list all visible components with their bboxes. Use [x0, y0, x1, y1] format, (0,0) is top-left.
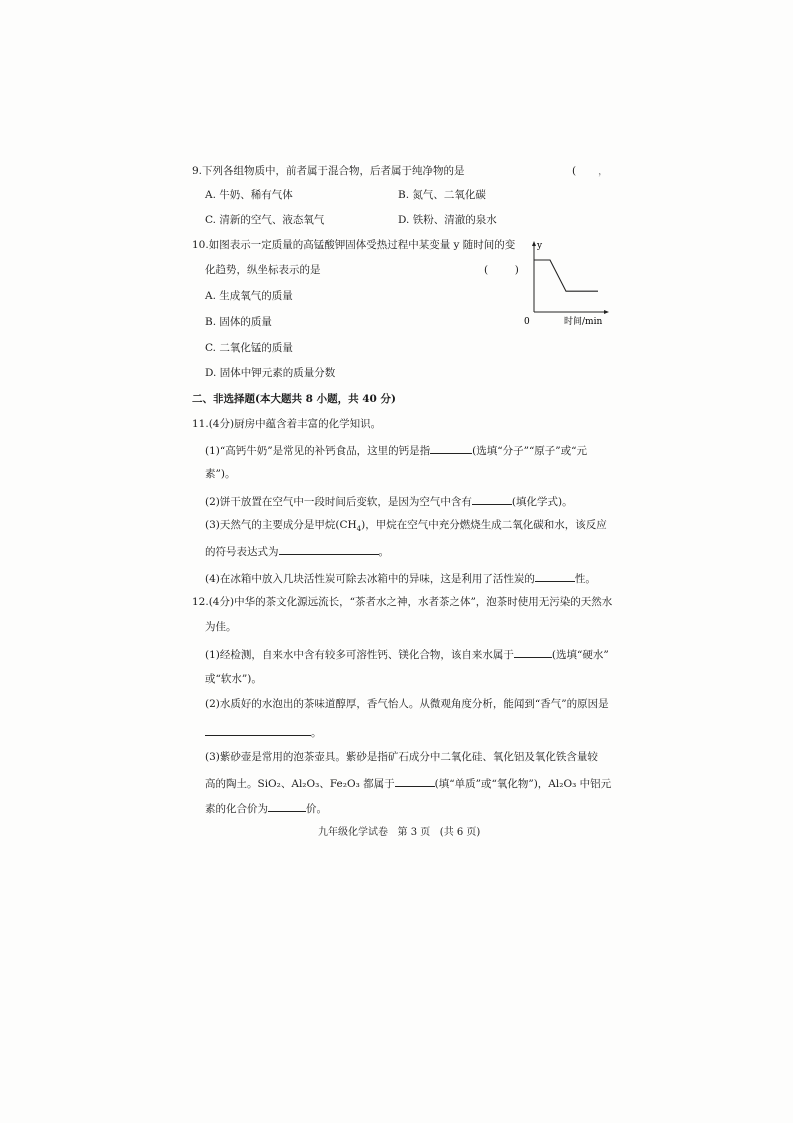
q12-part2-cont — [205, 726, 322, 739]
q11-part2-blank[interactable] — [472, 495, 512, 505]
page-footer: 九年级化学试卷 第 3 页 (共 6 页) — [318, 827, 481, 838]
q11-part1-choice: (选填“分子”“原子”或“元 — [472, 445, 588, 457]
q12-part1-choice: (选填“硬水” — [551, 649, 609, 661]
section2-heading: 二、非选择题(本大题共 8 小题，共 40 分) — [192, 393, 396, 405]
q12-part2: (2)水质好的水泡出的茶味道醇厚，香气怡人。从微观角度分析，能闻到“香气”的原因是 — [205, 698, 609, 710]
x-axis-arrow-icon — [604, 310, 609, 314]
q10-answer-paren: ( ) — [484, 264, 519, 276]
q12-part3: (3)紫砂壶是常用的泡茶壶具。紫砂是指矿石成分中二氧化硅、氧化铝及氧化铁含量较 — [205, 751, 598, 763]
q12-part3-text-b: 高的陶土。SiO₂、Al₂O₃、Fe₂O₃ 都属于 — [205, 778, 395, 790]
q11-part3-text-a: (3)天然气的主要成分是甲烷(CH — [205, 519, 357, 531]
q11-part4 — [205, 572, 596, 585]
q12-part1-blank[interactable] — [514, 648, 552, 658]
q12-part3-blank2[interactable] — [268, 802, 306, 812]
q10-option-a: A. 生成氧气的质量 — [205, 290, 293, 302]
q11-part2-hint: (填化学式)。 — [511, 496, 573, 508]
q11-part1-blank[interactable] — [430, 444, 472, 454]
q10-graph-svg — [520, 238, 610, 328]
q10-option-b: B. 固体的质量 — [205, 316, 272, 328]
q9-stem: 9.下列各组物质中，前者属于混合物，后者属于纯净物的是 — [192, 165, 465, 177]
q10-stem-line1: 10.如图表示一定质量的高锰酸钾固体受热过程中某变量 y 随时间的变 — [192, 239, 516, 251]
q10-option-c: C. 二氧化锰的质量 — [205, 342, 293, 354]
q9-option-d: D. 铁粉、清澈的泉水 — [398, 214, 497, 226]
q12-stem-line2: 为佳。 — [205, 621, 237, 633]
q12-stem-line1: 12.(4分)中华的茶文化源远流长，“茶者水之神，水者茶之体”，泡茶时使用无污染的天然水 — [192, 596, 613, 608]
q12-part3-text-d: 素的化合价为 — [205, 803, 268, 815]
q9-option-c: C. 清新的空气、液态氧气 — [205, 214, 325, 226]
q11-part3-end: 。 — [378, 546, 389, 558]
series-line — [534, 260, 598, 291]
q11-part3-cont — [205, 545, 389, 558]
q11-part3-subscript: 4 — [356, 525, 362, 534]
q11-part4-blank[interactable] — [535, 572, 575, 582]
q9-answer-paren: ( — [572, 165, 577, 177]
q11-part2 — [205, 495, 573, 508]
x-axis-label: 时间/min — [564, 317, 603, 327]
q11-part3-text-c: 的符号表达式为 — [205, 546, 279, 558]
q9-option-b: B. 氮气、二氧化碳 — [398, 189, 486, 201]
q12-part1-text: (1)经检测，自来水中含有较多可溶性钙、镁化合物，该自来水属于 — [205, 649, 514, 661]
q11-part1-cont: 素”)。 — [205, 468, 236, 480]
q11-part4-end: 性。 — [574, 573, 596, 585]
q11-part3-blank[interactable] — [279, 545, 379, 555]
q12-part1-cont: 或“软水”)。 — [205, 673, 262, 685]
q11-part2-text: (2)饼干放置在空气中一段时间后变软，是因为空气中含有 — [205, 496, 472, 508]
q11-part3 — [205, 520, 607, 533]
y-axis-arrow-icon — [532, 241, 536, 246]
q11-part3-text-b: )，甲烷在空气中充分燃烧生成二氧化碳和水，该反应 — [361, 519, 607, 531]
q12-part2-blank[interactable] — [205, 726, 311, 736]
q11-part1-text: (1)“高钙牛奶”是常见的补钙食品，这里的钙是指 — [205, 445, 431, 457]
q12-part3-end: 价。 — [306, 803, 327, 815]
q9-answer-paren-close: ， — [598, 165, 609, 177]
q10-stem-line2: 化趋势，纵坐标表示的是 — [205, 264, 321, 276]
q12-part3-cont — [205, 777, 611, 790]
q10-graph — [520, 238, 610, 328]
q11-part4-text: (4)在冰箱中放入几块活性炭可除去冰箱中的异味，这是利用了活性炭的 — [205, 573, 535, 585]
q10-option-d: D. 固体中钾元素的质量分数 — [205, 367, 336, 379]
q11-part1 — [205, 444, 587, 457]
q9-option-a: A. 牛奶、稀有气体 — [205, 189, 293, 201]
q12-part3-text-c: (填“单质”或“氧化物”)，Al₂O₃ 中铝元 — [434, 778, 612, 790]
q12-part1 — [205, 648, 609, 661]
q12-part2-end: 。 — [311, 727, 322, 739]
y-axis-label: y — [537, 241, 543, 251]
q12-part3-cont2 — [205, 802, 327, 815]
q12-part3-blank1[interactable] — [395, 777, 435, 787]
q11-stem: 11.(4分)厨房中蕴含着丰富的化学知识。 — [192, 418, 382, 430]
origin-label: 0 — [524, 317, 530, 327]
